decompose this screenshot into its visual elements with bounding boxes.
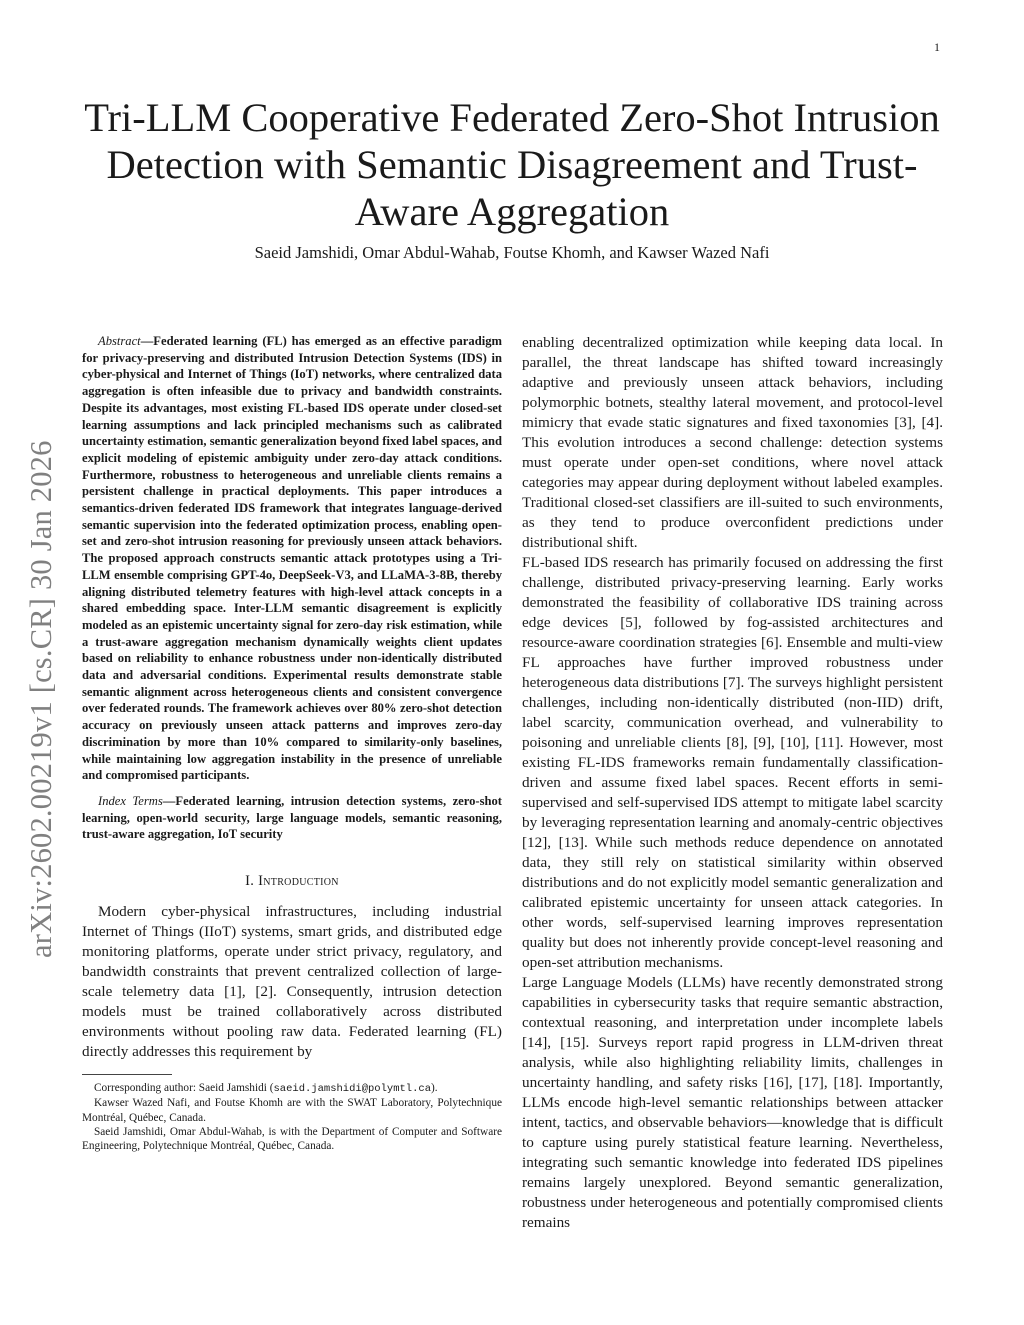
- section-heading-introduction: [82, 873, 502, 890]
- author-list: Saeid Jamshidi, Omar Abdul-Wahab, Foutse Khomh, and Kawser Wazed Nafi: [254, 243, 770, 262]
- footnote-corresponding: [82, 1081, 502, 1096]
- index-terms-text: —Federated learning, intrusion detection systems, zero-shot learning, open-world security, large language models, semantic reasoning, trust-aware aggregation, IoT security: [82, 793, 502, 842]
- abstract-label: Abstract: [98, 334, 141, 348]
- section-name: Introduction: [258, 873, 339, 890]
- abstract: [82, 333, 502, 784]
- footnote-rule: [82, 1074, 172, 1075]
- corresponding-label: Corresponding author: Saeid Jamshidi (: [94, 1082, 274, 1095]
- index-terms: [82, 793, 502, 843]
- footnote-affiliation-2: Saeid Jamshidi, Omar Abdul-Wahab, is with the Department of Computer and Software Engineering, Polytechnique Montréal, Québec, Canada.: [82, 1125, 502, 1152]
- paper-title: Tri-LLM Cooperative Federated Zero-Shot Intrusion Detection with Semantic Disagreement and Trust-Aware Aggregation: [84, 95, 940, 234]
- fl-ids-research-paragraph: FL-based IDS research has primarily focused on addressing the first challenge, distributed privacy-preserving learning. Early works demonstrated the feasibility of collaborative IDS training across edge devices [5], followed by fog-assisted architectures and resource-aware coordination strategies [6]. Ensemble and multi-view FL approaches have further improved robustness under heterogeneous data distributions [7]. The surveys highlight persistent challenges, including non-identically distributed (non-IID) drift, label scarcity, communication overhead, and vulnerability to poisoning and unreliable clients [8], [9], [10], [11]. However, most existing FL-IDS frameworks remain fundamentally classification-driven and assume fixed label spaces. Recent efforts in semi-supervised and self-supervised IDS attempt to mitigate label scarcity by leveraging representation learning and anomaly-centric objectives [12], [13]. While such methods reduce dependence on annotated data, they still rely on statistical similarity within observed distributions and do not explicitly model semantic generalization and calibrated epistemic uncertainty for unseen attack categories. In other words, self-supervised learning improves representation quality but does not inherently provide concept-level reasoning and open-set attribution mechanisms.: [522, 554, 943, 971]
- intro-paragraph-continued: enabling decentralized optimization while keeping data local. In parallel, the threat landscape has shifted toward increasingly adaptive and previously unseen attack behaviors, including polymorphic botnets, stealthy lateral movement, and protocol-level mimicry that evade static signatures and fixed taxonomies [3], [4]. This evolution introduces a second challenge: detection systems must operate under open-set conditions, where novel attack categories may appear during deployment without labeled examples. Traditional closed-set classifiers are ill-suited to such environments, as they tend to produce overconfident predictions under distributional shift.: [522, 334, 943, 551]
- email-link[interactable]: saeid.jamshidi@polymtl.ca: [273, 1083, 432, 1096]
- abstract-text: —Federated learning (FL) has emerged as an effective paradigm for privacy-preserving and distributed Intrusion Detection Systems (IDS) in cyber-physical and Internet of Things (IoT) networks, where centralized data aggregation is often infeasible due to privacy and bandwidth constraints. Despite its advantages, most existing FL-based IDS operate under closed-set learning assumptions and lack principled mechanisms such as calibrated uncertainty estimation, semantic generalization beyond fixed label spaces, and explicit modeling of epistemic ambiguity under zero-day attack conditions. Furthermore, robustness to heterogeneous and unreliable clients remains a persistent challenge in practical deployments. This paper introduces a semantics-driven federated IDS framework that integrates language-derived semantic supervision into the federated optimization process, enabling open-set and zero-shot intrusion reasoning for previously unseen attack behaviors. The proposed approach constructs semantic attack prototypes using a Tri-LLM ensemble comprising GPT-4o, DeepSeek-V3, and LLaMA-3-8B, thereby aligning distributed telemetry features with high-level attack concepts in a shared embedding space. Inter-LLM semantic disagreement is explicitly modeled as an epistemic uncertainty signal for zero-day risk estimation, while a trust-aware aggregation mechanism dynamically weights client updates based on reliability to enhance robustness under non-identically distributed data and adversarial conditions. Experimental results demonstrate stable semantic alignment across heterogeneous clients and consistent convergence over federated rounds. The framework achieves over 80% zero-shot detection accuracy on previously unseen attack patterns and improves zero-day discrimination by more than 10% compared to similarity-only baselines, while maintaining low aggregation instability in the presence of unreliable and compromised participants.: [82, 334, 502, 783]
- left-column: [82, 333, 502, 1153]
- index-terms-label: Index Terms: [98, 793, 163, 808]
- llm-paragraph: Large Language Models (LLMs) have recently demonstrated strong capabilities in cybersecurity tasks that require semantic abstraction, contextual reasoning, and interpretation under incomplete labels [14], [15]. Surveys report rapid progress in LLM-driven threat analysis, while also highlighting reliability limits, challenges in uncertainty handling, and safety risks [16], [17], [18]. Importantly, LLMs encode high-level semantic relationships between attacker intent, tactics, and observable behaviors—knowledge that is difficult to capture using purely statistical feature learning. Nevertheless, integrating such semantic knowledge into federated IDS pipelines remains largely unexplored. Beyond semantic generalization, robustness under heterogeneous and potentially compromised clients remains: [522, 974, 943, 1231]
- arxiv-identifier[interactable]: arXiv:2602.00219v1 [cs.CR] 30 Jan 2026: [24, 440, 58, 958]
- corresponding-end: ).: [431, 1082, 438, 1095]
- section-numeral: I.: [245, 873, 259, 890]
- right-column: [522, 333, 943, 1233]
- footnote-affiliation-1: Kawser Wazed Nafi, and Foutse Khomh are with the SWAT Laboratory, Polytechnique Montréal, Québec, Canada.: [82, 1097, 502, 1124]
- page-number: 1: [934, 40, 940, 54]
- footnotes: [82, 1081, 502, 1153]
- intro-paragraph: Modern cyber-physical infrastructures, including industrial Internet of Things (IIoT) systems, smart grids, and distributed edge monitoring platforms, operate under strict privacy, regulatory, and bandwidth constraints that prevent centralized collection of large-scale telemetry data [1], [2]. Consequently, intrusion detection models must be trained collaboratively across distributed environments without pooling raw data. Federated learning (FL) directly addresses this requirement by: [82, 903, 502, 1061]
